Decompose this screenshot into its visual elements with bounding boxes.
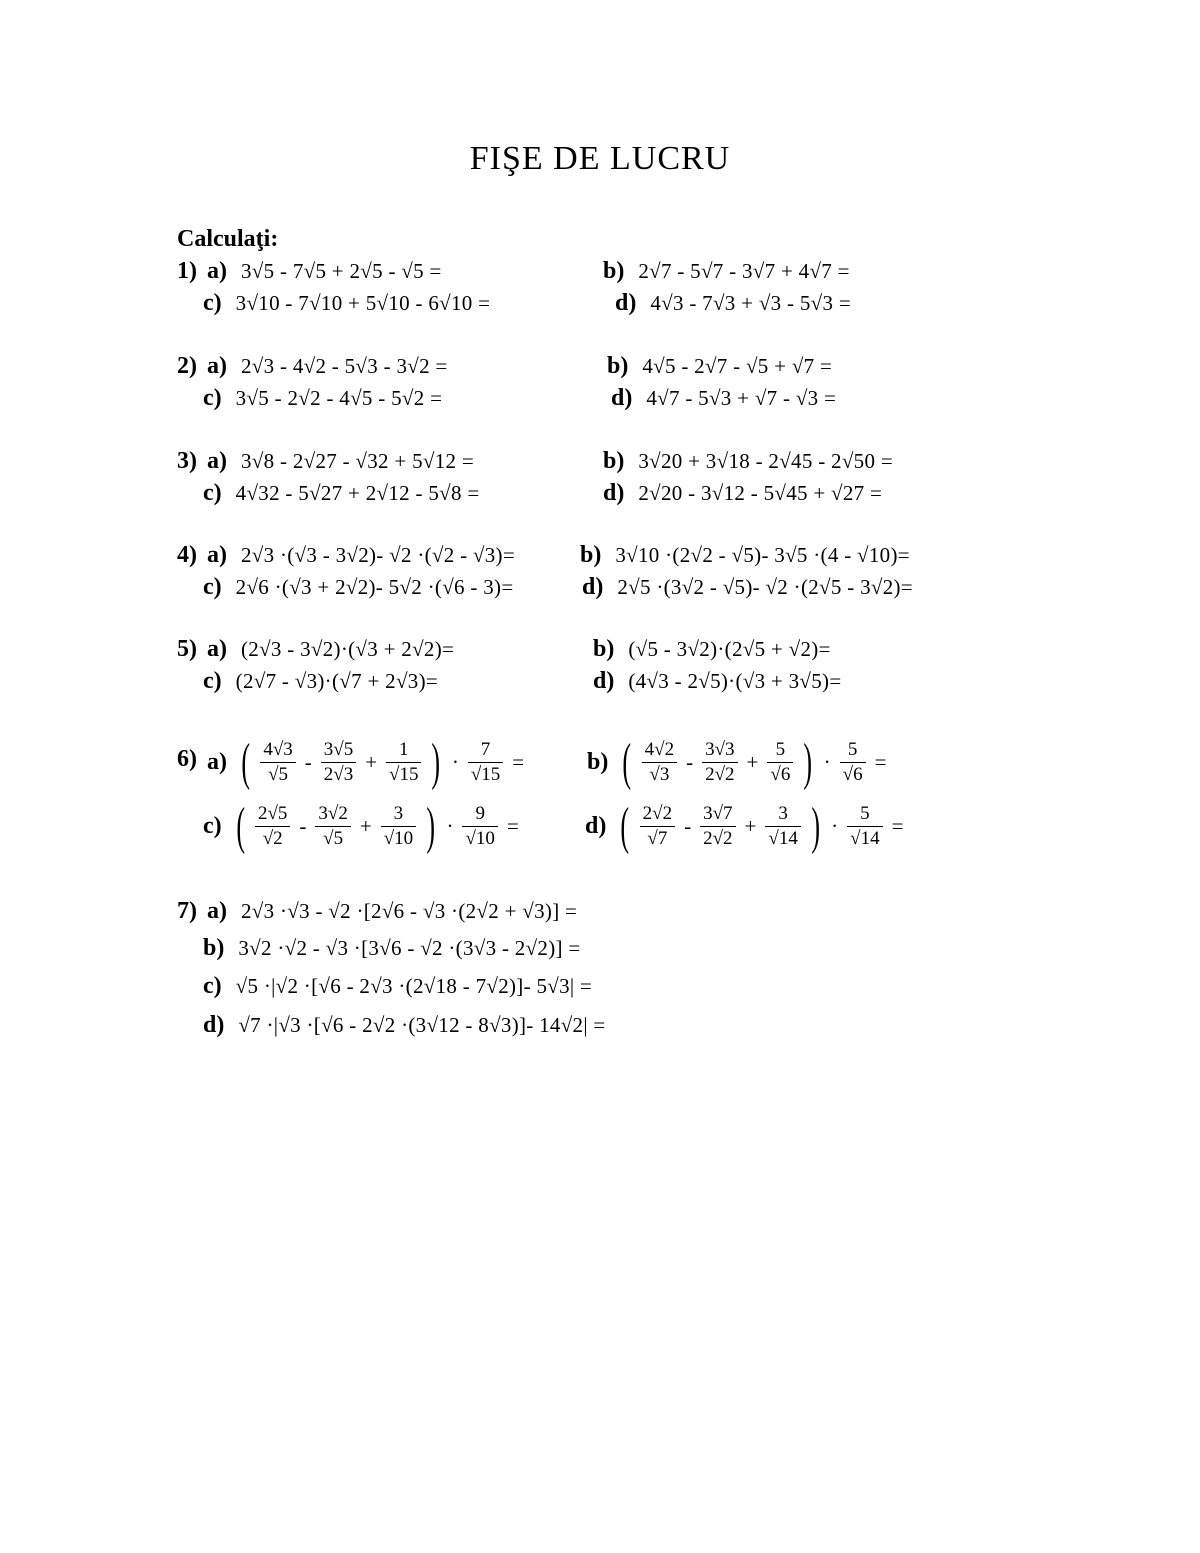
- item-label: a): [207, 353, 227, 379]
- exercise-number: 6): [177, 746, 197, 773]
- item-label: d): [611, 385, 633, 411]
- item-label: b): [607, 353, 629, 379]
- math-expression: 2√20 - 3√12 - 5√45 + √27 =: [638, 481, 883, 505]
- exercise-3-c: [203, 480, 479, 514]
- item-label: a): [207, 636, 227, 662]
- item-label: d): [585, 813, 607, 839]
- math-expression: 4√5 - 2√7 - √5 + √7 =: [642, 354, 833, 378]
- exercise-number: 4): [177, 542, 197, 568]
- fraction: $\frac{2√5}{√2}$: [255, 802, 290, 851]
- item-label: d): [582, 574, 604, 600]
- exercise-number: 2): [177, 353, 197, 379]
- math-expression: 3√10 ·(2√2 - √5)- 3√5 ·(4 - √10)=: [615, 543, 910, 567]
- exercise-2-c: [203, 385, 442, 419]
- item-label: b): [603, 448, 625, 474]
- exercise-3-a: [177, 448, 474, 482]
- exercise-5-a: [177, 636, 454, 670]
- fraction: $\frac{3}{√10}$: [381, 802, 416, 851]
- math-expression: 3√20 + 3√18 - 2√45 - 2√50 =: [638, 449, 893, 473]
- item-label: d): [603, 480, 625, 506]
- item-label: a): [207, 898, 227, 924]
- exercise-number: 3): [177, 448, 197, 474]
- math-expression: √7 ·|√3 ·[√6 - 2√2 ·(3√12 - 8√3)]- 14√2| =: [238, 1013, 606, 1037]
- math-expression: 4√32 - 5√27 + 2√12 - 5√8 =: [235, 481, 480, 505]
- exercise-6-a: 6) a) ( $\frac{4√3}{√5}$ - $\frac{3√5}{2√3}$ + $\frac{1}{√15}$ ) · $\frac{7}{√15}$ =: [177, 734, 525, 791]
- item-label: d): [615, 290, 637, 316]
- math-expression: 4√7 - 5√3 + √7 - √3 =: [646, 386, 837, 410]
- math-expression: (2√7 - √3)·(√7 + 2√3)=: [235, 669, 439, 693]
- exercise-4-a: [177, 542, 515, 576]
- math-expression: √5 ·|√2 ·[√6 - 2√3 ·(2√18 - 7√2)]- 5√3| =: [235, 974, 593, 998]
- exercise-5-c: [203, 668, 438, 702]
- item-label: c): [203, 385, 222, 411]
- exercise-2-a: [177, 353, 448, 387]
- math-expression: (2√3 - 3√2)·(√3 + 2√2)=: [241, 637, 455, 661]
- fraction: $\frac{3}{√14}$: [765, 802, 800, 851]
- math-expression: 2√7 - 5√7 - 3√7 + 4√7 =: [638, 259, 850, 283]
- math-expression: 3√5 - 7√5 + 2√5 - √5 =: [241, 259, 442, 283]
- open-paren: (: [620, 798, 630, 855]
- exercise-1-a: [177, 258, 442, 292]
- item-label: a): [207, 542, 227, 568]
- open-paren: (: [622, 734, 632, 791]
- exercise-3-d: [603, 480, 882, 514]
- math-expression: 3√2 ·√2 - √3 ·[3√6 - √2 ·(3√3 - 2√2)] =: [238, 936, 581, 960]
- exercise-5-b: [593, 636, 831, 670]
- math-expression: (√5 - 3√2)·(2√5 + √2)=: [628, 637, 831, 661]
- exercise-1-d: [615, 290, 851, 324]
- math-expression: (4√3 - 2√5)·(√3 + 3√5)=: [628, 669, 842, 693]
- exercise-6-b: b) ( $\frac{4√2}{√3}$ - $\frac{3√3}{2√2}$ + $\frac{5}{√6}$ ) · $\frac{5}{√6}$ =: [587, 734, 887, 791]
- math-expression: 3√10 - 7√10 + 5√10 - 6√10 =: [235, 291, 491, 315]
- exercise-7-a: [177, 898, 577, 932]
- exercise-1-b: [603, 258, 850, 292]
- exercise-4-d: [582, 574, 913, 608]
- fraction: $\frac{1}{√15}$: [386, 738, 421, 787]
- math-expression: 3√5 - 2√2 - 4√5 - 5√2 =: [235, 386, 443, 410]
- exercise-7-b: [203, 935, 581, 969]
- exercise-2-b: [607, 353, 832, 387]
- exercise-number: 1): [177, 258, 197, 284]
- fraction: $\frac{7}{√15}$: [468, 738, 503, 787]
- item-label: b): [203, 935, 225, 961]
- fraction: $\frac{3√7}{2√2}$: [700, 802, 735, 851]
- math-expression: 2√3 ·(√3 - 3√2)- √2 ·(√2 - √3)=: [241, 543, 515, 567]
- page-title: FIŞE DE LUCRU: [469, 140, 731, 177]
- fraction: $\frac{5}{√6}$: [767, 738, 793, 787]
- exercise-6-d: d) ( $\frac{2√2}{√7}$ - $\frac{3√7}{2√2}$ + $\frac{3}{√14}$ ) · $\frac{5}{√14}$ =: [585, 798, 904, 855]
- close-paren: ): [803, 734, 813, 791]
- exercise-4-c: [203, 574, 513, 608]
- close-paren: ): [811, 798, 820, 855]
- exercise-1-c: [203, 290, 490, 324]
- item-label: d): [593, 668, 615, 694]
- fraction: $\frac{5}{√14}$: [847, 802, 882, 851]
- item-label: b): [593, 636, 615, 662]
- math-expression: 4√3 - 7√3 + √3 - 5√3 =: [650, 291, 851, 315]
- instruction-text: Calculaţi:: [177, 226, 279, 252]
- exercise-4-b: [580, 542, 910, 576]
- open-paren: (: [241, 734, 250, 791]
- exercise-6-c: c) ( $\frac{2√5}{√2}$ - $\frac{3√2}{√5}$ + $\frac{3}{√10}$ ) · $\frac{9}{√10}$ =: [203, 798, 519, 855]
- item-label: b): [580, 542, 602, 568]
- fraction: $\frac{3√2}{√5}$: [315, 802, 350, 851]
- close-paren: ): [426, 798, 436, 855]
- open-paren: (: [235, 798, 245, 855]
- exercise-number: 7): [177, 898, 197, 924]
- math-expression: 2√6 ·(√3 + 2√2)- 5√2 ·(√6 - 3)=: [235, 575, 514, 599]
- math-expression: 2√3 ·√3 - √2 ·[2√6 - √3 ·(2√2 + √3)] =: [241, 899, 578, 923]
- fraction: $\frac{3√3}{2√2}$: [702, 738, 737, 787]
- item-label: b): [603, 258, 625, 284]
- close-paren: ): [431, 734, 441, 791]
- exercise-3-b: [603, 448, 893, 482]
- item-label: c): [203, 973, 222, 999]
- math-expression: 3√8 - 2√27 - √32 + 5√12 =: [241, 449, 475, 473]
- fraction: $\frac{4√3}{√5}$: [260, 738, 295, 787]
- item-label: a): [207, 448, 227, 474]
- item-label: d): [203, 1012, 225, 1038]
- fraction: $\frac{3√5}{2√3}$: [321, 738, 356, 787]
- item-label: b): [587, 749, 609, 775]
- fraction: $\frac{2√2}{√7}$: [640, 802, 675, 851]
- exercise-2-d: [611, 385, 836, 419]
- math-expression: 2√3 - 4√2 - 5√3 - 3√2 =: [241, 354, 448, 378]
- item-label: c): [203, 290, 222, 316]
- exercise-7-d: [203, 1012, 606, 1046]
- item-label: a): [207, 258, 227, 284]
- exercise-5-d: [593, 668, 842, 702]
- item-label: c): [203, 668, 222, 694]
- exercise-7-c: [203, 973, 592, 1007]
- fraction: $\frac{9}{√10}$: [462, 802, 497, 851]
- math-expression: 2√5 ·(3√2 - √5)- √2 ·(2√5 - 3√2)=: [617, 575, 913, 599]
- item-label: c): [203, 574, 222, 600]
- fraction: $\frac{5}{√6}$: [840, 738, 866, 787]
- item-label: c): [203, 813, 222, 839]
- exercise-number: 5): [177, 636, 197, 662]
- item-label: c): [203, 480, 222, 506]
- fraction: $\frac{4√2}{√3}$: [642, 738, 677, 787]
- item-label: a): [207, 749, 227, 775]
